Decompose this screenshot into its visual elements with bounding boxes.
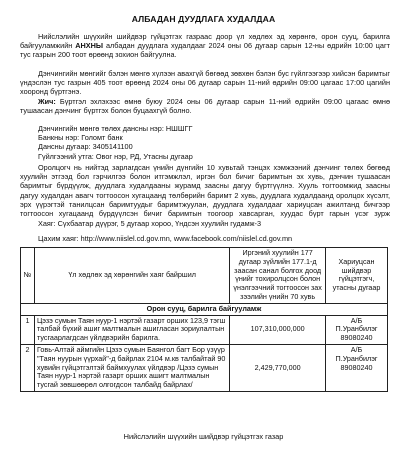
header-officer: Хариуцсан шийдвэр гүйцэтгэгч, утасны дугаар	[326, 248, 388, 304]
deposit-text: Дэнчингийн мөнгийг бэлэн мөнгө хүлээн авахгүй бөгөөд зөвхөн бэлэн бус гүйлгээгээр хийсэн баримтыг үндэслэн тус газрын 405 тоот өрөөнд 2024 оны 06 дугаар сарын 11-ний өдрийн 09:00 цагаас 17:00 цагийн хооронд бүртгэнэ.	[20, 69, 390, 97]
participation-text: Оролцогч нь нийтэд зарлагдсан үнийн дүнгийн 10 хувьтай тэнцэх хэмжээний дэнчинг төлөх бөгөөд хуулийн этгээд бол гэрчилгээ болон итгэмжлэл, иргэн бол бичиг баримтын эх хувь, дэнчин тушаасан баримтыг бүрдүүлж, дуудлага худалдааны журамд заасны дагуу бүртгүүлнэ. Хууль тогтоомжид заасны дагуу худалдан авагч тогтоосон хугацаанд төлбөрийн баримт 2 хувь, дуудлага худалдаанд оролцох хүсэлт, эрх үүрэгтэй танилцсан баримтуудыг баримтжуулан, дуудлага худалдааг хариуцсан ажилтанд бичгээр тогтоосон хугацаанд бүрдүүлсэн бичиг баримтын тоогоор хавсарган, хуудас бүрт гарын үсэг зурж	[20, 163, 390, 219]
group-label: Орон сууц, барилга байгууламж	[21, 303, 388, 315]
officer-phone: 89080240	[340, 362, 373, 372]
note-text: Бүртгэл эхлэхээс өмнө буюу 2024 оны 06 дугаар сарын 11-ний өдрийн 09:00 цагаас өмнө тушаасан дэнчинг бүртгэх болон буцаахгүй болно.	[20, 97, 391, 116]
officer-name: А/Б	[350, 315, 363, 325]
row-num: 2	[21, 344, 35, 391]
row-officer	[326, 344, 388, 391]
bank-name: Банкны нэр: Голомт банк	[38, 133, 123, 143]
row-price: 107,310,000,000	[230, 315, 326, 344]
row-asset: Говь-Алтай аймгийн Цэзэ сумын Баянгол багт Бор үзүүр "Таян нуурын үүрхай"-д байрлах 2104 м.кв талбайтай 90 хувийн гүйцэтгэлтэй баймхуулах үйлдвэр /Цэзэ сумын Таян нуур-1 нэртэй газарт орших ашигт малтмалын тусгай зөвшөөрөл олгогдсон талбайд байрлах/	[34, 344, 229, 391]
officer-title: П.Уранбилэг	[335, 324, 378, 334]
header-asset: Үл хөдлөх эд хөрөнгийн хаяг байршил	[34, 248, 229, 304]
table-row	[21, 315, 388, 344]
officer-title: П.Уранбилэг	[335, 353, 378, 363]
web-line: Цахим хаяг: http://www.niislel.cd.gov.mn, www.facebook.com/niislel.cd.gov.mn	[38, 234, 293, 243]
header-price: Иргэний хуулийн 177 дугаар зүйлийн 177.1-д заасан санал болгох доод үнийг тохиролцсон болон үнэлгээчний тогтоосон зах зээлийн үнийн 70 хувь	[230, 248, 326, 304]
notice-title: АЛБАДАН ДУУДЛАГА ХУДАЛДАА	[131, 14, 276, 24]
footer-signature: Нийслэлийн шүүхийн шийдвэр гүйцэтгэх газар	[123, 432, 284, 441]
transaction-purpose: Гүйлгээний утга: Овог нэр, РД, Утасны дугаар	[38, 151, 193, 161]
row-price: 2,429,770,000	[230, 344, 326, 391]
note-label: Жич:	[38, 97, 56, 106]
participation-paragraph	[20, 163, 390, 219]
row-asset: Цэзэ сумын Таян нуур-1 нэртэй газарт орших 123,9 тэгш талбай бүхий ашиг малтмалын ашигласан зориулалтын тусгаарлагдсан үйлдвэрийн барилга.	[34, 315, 229, 344]
account-number: Дансны дугаар: 3405141100	[38, 142, 133, 152]
note-paragraph	[20, 97, 390, 115]
intro-text: Нийслэлийн шүүхийн шийдвэр гүйцэтгэх газраас доор үл хөдлөх эд хөрөнгө, орон сууц, барилга байгууламжийн АНХНЫ албадан дуудлага худалдааг 2024 оны 06 дугаар сарын 12-ны өдрийн 10:00 цагт тус газрын 200 тоот өрөөнд зохион байгуулна.	[20, 32, 390, 60]
header-num: №	[21, 248, 35, 304]
address-line: Хаяг: Сүхбаатар дүүрэг, 5 дугаар хороо, Үндсэн хуулийн гудамж-3	[38, 219, 262, 228]
assets-table	[20, 247, 388, 392]
officer-name: А/Б	[350, 344, 363, 354]
row-officer	[326, 315, 388, 344]
row-num: 1	[21, 315, 35, 344]
account-block	[38, 124, 388, 161]
table-group-row	[21, 303, 388, 315]
officer-phone: 89080240	[340, 333, 373, 343]
account-intro: Дэнчингийн мөнгө төлөх дансны нэр: НШШГГ	[38, 124, 193, 133]
table-row	[21, 344, 388, 391]
intro-paragraph	[20, 32, 390, 60]
table-header-row	[21, 248, 388, 304]
deposit-paragraph	[20, 69, 390, 97]
